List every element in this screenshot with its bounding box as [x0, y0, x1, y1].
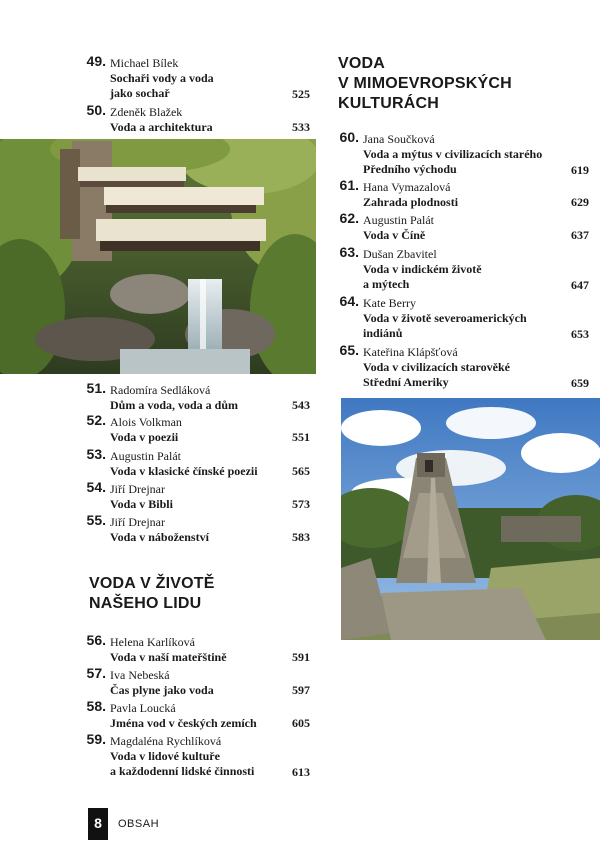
entry-title: Voda v Číně — [363, 228, 426, 242]
entry-number: 51. — [86, 380, 106, 396]
entry-author: Hana Vymazalová — [363, 180, 451, 194]
entry-author: Helena Karlíková — [110, 635, 195, 649]
entry-page: 629 — [571, 195, 589, 209]
entry-author: Magdaléna Rychlíková — [110, 734, 222, 748]
toc-entry[interactable] — [339, 293, 589, 341]
entry-number: 60. — [339, 129, 359, 145]
toc-entry[interactable] — [86, 412, 310, 445]
entry-number: 54. — [86, 479, 106, 495]
entry-title: Voda v poezii — [110, 430, 179, 444]
entry-author: Augustin Palát — [110, 449, 181, 463]
toc-entry[interactable] — [339, 129, 589, 177]
entry-page: 583 — [292, 530, 310, 544]
entry-title: Voda v Bibli — [110, 497, 173, 511]
entry-page: 637 — [571, 228, 589, 242]
entry-title: Voda v lidové kultuře — [110, 749, 220, 763]
entry-title: Čas plyne jako voda — [110, 683, 214, 697]
entry-title: Voda v civilizacích starověké — [363, 360, 510, 374]
entry-author: Radomíra Sedláková — [110, 383, 211, 397]
entry-title: Dům a voda, voda a dům — [110, 398, 239, 412]
entry-title: Voda v naší mateřštině — [110, 650, 227, 664]
page-number: 8 — [94, 815, 102, 831]
toc-entry[interactable] — [86, 665, 310, 698]
entry-author: Kateřina Klápšťová — [363, 345, 458, 359]
entry-title: jako sochař — [110, 86, 170, 100]
entry-title: Sochaři vody a voda — [110, 71, 214, 85]
entry-number: 55. — [86, 512, 106, 528]
entry-title: Předního východu — [363, 162, 457, 176]
toc-entry[interactable] — [339, 210, 589, 243]
section-heading-line: NAŠEHO LIDU — [89, 595, 202, 612]
entry-page: 597 — [292, 683, 310, 697]
toc-entry[interactable] — [86, 53, 310, 101]
entry-page: 591 — [292, 650, 310, 664]
toc-entry[interactable] — [339, 177, 589, 210]
entry-title: Střední Ameriky — [363, 375, 449, 389]
entry-title: Voda v životě severoamerických — [363, 311, 527, 325]
entry-number: 64. — [339, 293, 359, 309]
entry-number: 59. — [86, 731, 106, 747]
entry-title: a mýtech — [363, 277, 410, 291]
entry-title: Zahrada plodnosti — [363, 195, 459, 209]
entry-author: Jiří Drejnar — [110, 515, 165, 529]
entry-title: Voda a mýtus v civilizacích starého — [363, 147, 543, 161]
entry-author: Pavla Loucká — [110, 701, 176, 715]
entry-page: 533 — [292, 120, 310, 134]
entry-number: 49. — [86, 53, 106, 69]
toc-entry[interactable] — [86, 698, 310, 731]
entry-number: 62. — [339, 210, 359, 226]
entry-page: 543 — [292, 398, 310, 412]
entry-number: 61. — [339, 177, 359, 193]
entry-author: Alois Volkman — [110, 415, 182, 429]
section-heading-line: VODA V ŽIVOTĚ — [89, 575, 215, 592]
entry-author: Augustin Palát — [363, 213, 434, 227]
entry-title: Voda a architektura — [110, 120, 213, 134]
entry-title: Voda v klasické čínské poezii — [110, 464, 258, 478]
entry-page: 653 — [571, 327, 589, 341]
toc-entry[interactable] — [86, 380, 310, 413]
entry-author: Kate Berry — [363, 296, 416, 310]
toc-entry[interactable] — [339, 244, 589, 292]
entry-page: 551 — [292, 430, 310, 444]
entry-page: 659 — [571, 376, 589, 390]
entry-title: Voda v náboženství — [110, 530, 209, 544]
entry-author: Jana Součková — [363, 132, 435, 146]
entry-author: Dušan Zbavitel — [363, 247, 437, 261]
entry-number: 50. — [86, 102, 106, 118]
entry-page: 605 — [292, 716, 310, 730]
toc-entry[interactable] — [86, 479, 310, 512]
entry-number: 58. — [86, 698, 106, 714]
toc-entry[interactable] — [86, 632, 310, 665]
section-heading — [338, 54, 512, 114]
entry-author: Jiří Drejnar — [110, 482, 165, 496]
toc-entry[interactable] — [86, 512, 310, 545]
maya-pyramid-photo — [341, 398, 600, 640]
running-footer-label: OBSAH — [118, 818, 160, 830]
entry-title: indiánů — [363, 326, 403, 340]
entry-author: Iva Nebeská — [110, 668, 170, 682]
entry-page: 573 — [292, 497, 310, 511]
entry-author: Michael Bílek — [110, 56, 179, 70]
toc-entry[interactable] — [339, 342, 589, 390]
entry-number: 57. — [86, 665, 106, 681]
entry-page: 525 — [292, 87, 310, 101]
entry-page: 565 — [292, 464, 310, 478]
entry-page: 619 — [571, 163, 589, 177]
section-heading-line: VODA — [338, 55, 386, 72]
entry-number: 53. — [86, 446, 106, 462]
section-heading-line: V MIMOEVROPSKÝCH — [338, 75, 512, 92]
entry-author: Zdeněk Blažek — [110, 105, 183, 119]
entry-number: 56. — [86, 632, 106, 648]
entry-page: 613 — [292, 765, 310, 779]
entry-number: 63. — [339, 244, 359, 260]
section-heading-line: KULTURÁCH — [338, 95, 440, 112]
entry-number: 52. — [86, 412, 106, 428]
entry-number: 65. — [339, 342, 359, 358]
toc-entry[interactable] — [86, 446, 310, 479]
fallingwater-photo — [0, 139, 316, 374]
entry-title: a každodenní lidské činnosti — [110, 764, 255, 778]
section-heading — [89, 574, 215, 614]
toc-entry[interactable] — [86, 102, 310, 135]
entry-title: Voda v indickém životě — [363, 262, 482, 276]
entry-page: 647 — [571, 278, 589, 292]
entry-title: Jména vod v českých zemích — [110, 716, 257, 730]
toc-entry[interactable] — [86, 731, 310, 779]
